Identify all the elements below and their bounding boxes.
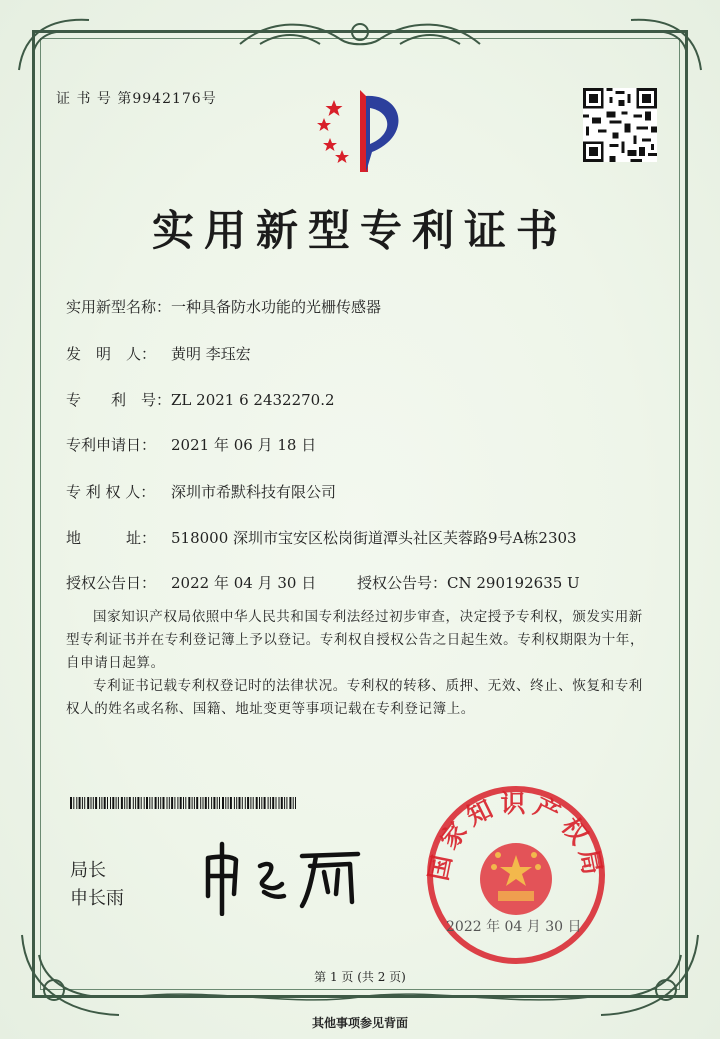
seal-date: 2022 年 04 月 30 日 <box>446 919 582 935</box>
top-left-corner-ornament <box>14 10 94 80</box>
grant-date-label: 授权公告日： <box>66 574 157 592</box>
patent-number-label: 专 利 号： <box>66 391 172 409</box>
footer-note: 其他事项参见背面 <box>311 1016 408 1030</box>
grant-number-label: 授权公告号： <box>357 574 448 592</box>
filing-date-label: 专利申请日： <box>66 436 157 454</box>
patentee-value: 深圳市希默科技有限公司 <box>171 483 337 501</box>
filing-date-value: 2021 年 06 月 18 日 <box>171 436 317 454</box>
page-number: 第 1 页 (共 2 页) <box>314 970 406 984</box>
certificate-number: 证 书 号 第9942176号 <box>56 91 217 107</box>
address-row <box>66 527 577 548</box>
inventor-value: 黄明 李珏宏 <box>171 345 251 363</box>
grant-number-row <box>357 572 580 593</box>
grant-number-value: CN 290192635 U <box>447 574 580 592</box>
officer-title: 局长 <box>70 860 106 881</box>
seal-text: 国家知识产权局 <box>424 789 608 883</box>
bottom-ornament <box>130 985 590 1011</box>
top-ornament <box>230 14 490 60</box>
legal-status-paragraph: 专利证书记载专利权登记时的法律状况。专利权的转移、质押、无效、终止、恢复和专利权人的姓名或名称、国籍、地址变更等事项记载在专利登记簿上。 <box>66 678 643 717</box>
grant-date-row <box>66 572 316 593</box>
patentee-row <box>66 481 336 502</box>
certificate-title: 实用新型专利证书 <box>151 206 568 255</box>
top-right-corner-ornament <box>626 10 706 80</box>
filing-date-row <box>66 434 316 455</box>
grant-date-value: 2022 年 04 月 30 日 <box>171 574 317 592</box>
inventor-label: 发 明 人： <box>66 345 157 363</box>
address-label: 地 址： <box>66 529 157 547</box>
grant-statement-paragraph: 国家知识产权局依照中华人民共和国专利法经过初步审查，决定授予专利权，颁发实用新型专利证书并在专利登记簿上予以登记。专利权自授权公告之日起生效。专利权期限为十年，自申请日起算。 <box>66 609 645 671</box>
official-seal <box>424 783 608 967</box>
utility-model-name-label: 实用新型名称： <box>66 298 172 316</box>
patent-number-row <box>66 389 335 410</box>
director-signature <box>198 836 368 916</box>
barcode <box>70 797 298 809</box>
utility-model-name-value: 一种具备防水功能的光栅传感器 <box>171 298 382 316</box>
patentee-label: 专 利 权 人： <box>66 483 156 501</box>
patent-number-value: ZL 2021 6 2432270.2 <box>171 391 335 409</box>
officer-name: 申长雨 <box>70 888 124 909</box>
inventor-row <box>66 343 251 364</box>
address-value: 518000 深圳市宝安区松岗街道潭头社区芙蓉路9号A栋2303 <box>171 529 577 547</box>
cnipa-logo-icon <box>308 86 418 176</box>
qr-code <box>583 88 657 162</box>
utility-model-name-row <box>66 296 381 317</box>
